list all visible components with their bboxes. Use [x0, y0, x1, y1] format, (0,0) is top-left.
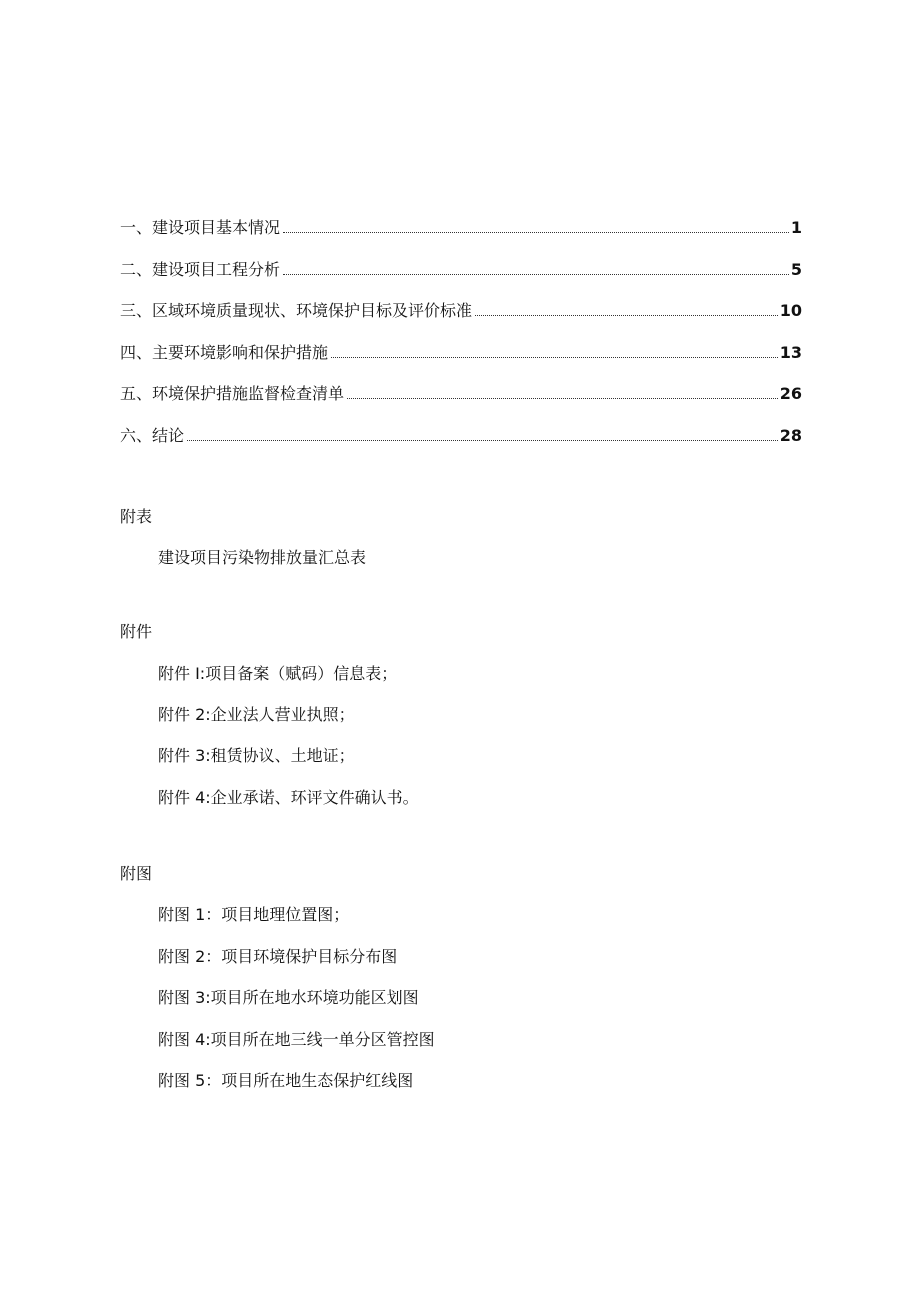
toc-leader-dots [347, 398, 778, 399]
toc-entry[interactable] [120, 299, 802, 341]
figure-item: 附图 5：项目所在地生态保护红线图 [158, 1071, 414, 1090]
toc-entry-page: 26 [779, 384, 802, 404]
toc-entry-title: 五、环境保护措施监督检查清单 [120, 384, 345, 404]
toc-entry-page: 1 [790, 218, 802, 237]
attachment-item: 附件 I:项目备案（赋码）信息表； [158, 664, 398, 683]
toc-entry-title: 一、建设项目基本情况 [120, 218, 281, 237]
figure-item: 附图 4:项目所在地三线一单分区管控图 [158, 1030, 435, 1049]
toc-leader-dots [187, 440, 778, 441]
toc-entry-title: 六、结论 [120, 425, 185, 445]
schedules-heading: 附表 [120, 507, 153, 526]
toc-leader-dots [475, 315, 778, 316]
toc-entry-title: 四、主要环境影响和保护措施 [120, 342, 329, 362]
toc-leader-dots [283, 232, 789, 233]
toc-leader-dots [283, 274, 789, 275]
toc-leader-dots [331, 357, 778, 358]
toc-entry-page: 10 [779, 301, 802, 321]
table-of-contents [120, 216, 802, 466]
toc-entry[interactable] [120, 424, 802, 466]
figure-item: 附图 1：项目地理位置图； [158, 905, 350, 924]
toc-entry[interactable] [120, 341, 802, 383]
toc-entry[interactable] [120, 382, 802, 424]
toc-entry-page: 28 [779, 425, 802, 445]
toc-entry-title: 二、建设项目工程分析 [120, 259, 281, 279]
toc-entry-page: 13 [779, 342, 802, 362]
schedule-item: 建设项目污染物排放量汇总表 [158, 548, 367, 567]
toc-entry-page: 5 [790, 259, 802, 279]
attachment-item: 附件 3:租赁协议、土地证； [158, 746, 355, 765]
attachment-item: 附件 2:企业法人营业执照； [158, 705, 355, 724]
toc-entry-title: 三、区域环境质量现状、环境保护目标及评价标准 [120, 301, 473, 321]
toc-entry[interactable] [120, 216, 802, 258]
attachments-heading: 附件 [120, 622, 153, 641]
figure-item: 附图 3:项目所在地水环境功能区划图 [158, 988, 419, 1007]
figures-heading: 附图 [120, 864, 153, 883]
toc-entry[interactable] [120, 258, 802, 300]
attachment-item: 附件 4:企业承诺、环评文件确认书。 [158, 788, 419, 807]
figure-item: 附图 2：项目环境保护目标分布图 [158, 947, 398, 966]
